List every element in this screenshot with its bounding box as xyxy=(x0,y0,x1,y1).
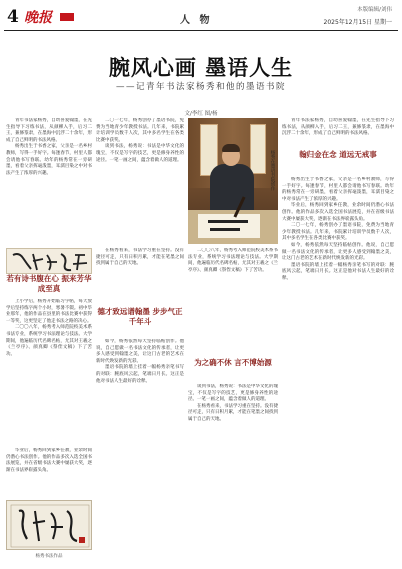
paragraph: 在杨秀看来，书法学习重在坚持。没有捷径可走，只有日积月累，才能在笔墨之间找到属于自己的天地。 xyxy=(96,248,184,267)
section-subtitle: 若有诗书腹在心 振来芳华成至真 xyxy=(6,274,92,293)
paragraph: 如今，杨秀依然每天坚持临帖创作。他说，自己愿做一名书法文化的传承者，让更多人感受到翰墨之美，让这门古老的艺术在新时代焕发新的光彩。 xyxy=(282,242,394,262)
paragraph: 在杨秀看来，书法学习重在坚持。没有捷径可走，只有日积月累，才能在笔墨之间找到属于自己的天地。 xyxy=(188,403,278,422)
paragraph: 如今，杨秀依然每天坚持临帖创作。他说，自己愿做一名书法文化的传承者，让更多人感受到翰墨之美，让这门古老的艺术在新时代焕发新的光彩。 xyxy=(96,339,184,364)
paragraph: 毕业后，杨秀回到家乡任教，业余时间仍潜心书法创作。他的作品多次入选全国书法展览，并在省级书法大赛中屡获大奖，逐渐在书法界崭露头角。 xyxy=(282,203,394,222)
paragraph: 二〇〇八年，杨秀考入师范院校美术系书法专业，系统学习书法理论与技法。大学期间，他遍临历代名碑名帖，尤其对王羲之《兰亭序》、颜真卿《祭侄文稿》下了苦功。 xyxy=(188,248,278,273)
byline: 文/李红 图/杨 xyxy=(184,111,218,117)
section-title: 人 物 xyxy=(180,15,213,26)
article-column-4b xyxy=(282,177,394,557)
svg-text:晚报: 晚报 xyxy=(24,10,52,25)
article-column-2c xyxy=(96,339,184,557)
article-column-2 xyxy=(96,118,184,246)
newspaper-logo xyxy=(22,8,76,25)
calligraphy-image xyxy=(6,248,92,274)
paragraph: 二〇一七年，杨秀创办了墨语书院，免费为当地青少年教授书法。几年来，书院累计培训学员数千人次，其中多名学生在各类比赛中获奖。 xyxy=(96,118,184,143)
article-column-4a xyxy=(282,118,394,148)
paragraph: 上小学后，杨秀开始临习字帖，每天放学后坚持练字两个小时，寒暑不辍。初中毕业那年，他的作品在县里的书法比赛中获得一等奖，这更坚定了他走书法之路的决心。 xyxy=(6,299,92,324)
paragraph: 谈到书法，杨秀说：书法是中华文化的瑰宝，不仅是写字的技艺，更是修身养性的途径。一笔一画之间，蕴含着做人的道理。 xyxy=(188,384,278,403)
article-column-1b xyxy=(6,299,92,443)
section-subtitle: 翰归金在念 道远无戒事 xyxy=(299,150,377,159)
article-column-1 xyxy=(6,118,92,246)
article-column-3a xyxy=(188,248,278,356)
paragraph: 墨语书院的墙上挂着一幅杨秀亲笔书写的对联：腕底风云起，笔端日月长。这正是他对书法人生最好的诠释。 xyxy=(282,262,394,281)
paragraph: 二〇一七年，杨秀创办了墨语书院，免费为当地青少年教授书法。几年来，书院累计培训学员数千人次，其中多名学生在各类比赛中获奖。 xyxy=(282,223,394,242)
paragraph: 杨秀出生于书香之家，父亲是一名乡村教师，写得一手好字。每逢春节，村里人都会请他书写春联。幼年的杨秀常在一旁研墨，看着父亲挥毫泼墨，耳濡目染之中对书法产生了浓厚的兴趣。 xyxy=(6,144,92,176)
issue-date: 2025年12月15日 星期一 xyxy=(323,19,392,26)
paragraph: 毕业后，杨秀回到家乡任教，业余时间仍潜心书法创作。他的作品多次入选全国书法展览，并在省级书法大赛中屡获大奖，逐渐在书法界崭露头角。 xyxy=(6,448,92,473)
paragraph: 青年书法家杨秀，自幼喜爱翰墨，在先生指导下习练书法，从颜柳入手，后习二王，兼修篆隶，在墨海中沉浮二十余年，形成了自己鲜明的书法风格。 xyxy=(6,118,92,143)
masthead xyxy=(4,3,398,31)
photo-caption: 杨秀在墨语书院创作 xyxy=(270,150,275,191)
paragraph: 二〇〇八年，杨秀考入师范院校美术系书法专业，系统学习书法理论与技法。大学期间，他遍临历代名碑名帖，尤其对王羲之《兰亭序》、颜真卿《祭侄文稿》下了苦功。 xyxy=(6,325,92,357)
calligraphy-work-image xyxy=(6,500,92,550)
headline: 腕风心画 墨语人生 xyxy=(108,55,294,80)
edition-editor: 本版编辑/刘伟 xyxy=(357,7,392,13)
paragraph: 青年书法家杨秀，自幼喜爱翰墨，在先生指导下习练书法，从颜柳入手，后习二王，兼修篆隶，在墨海中沉浮二十余年，形成了自己鲜明的书法风格。 xyxy=(282,118,394,137)
paragraph: 墨语书院的墙上挂着一幅杨秀亲笔书写的对联：腕底风云起，笔端日月长。这正是他对书法人生最好的诠释。 xyxy=(96,365,184,384)
article-column-2b xyxy=(96,248,184,304)
article-column-3b xyxy=(188,384,278,556)
paragraph: 杨秀出生于书香之家，父亲是一名乡村教师，写得一手好字。每逢春节，村里人都会请他书写春联。幼年的杨秀常在一旁研墨，看着父亲挥毫泼墨，耳濡目染之中对书法产生了浓厚的兴趣。 xyxy=(282,177,394,202)
portrait-photo xyxy=(188,118,278,244)
paragraph: 谈到书法，杨秀说：书法是中华文化的瑰宝，不仅是写字的技艺，更是修身养性的途径。一笔一画之间，蕴含着做人的道理。 xyxy=(96,144,184,163)
section-subtitle: 为之确不休 言不博始源 xyxy=(194,358,272,367)
subheadline: ——记青年书法家杨秀和他的墨语书院 xyxy=(115,82,286,92)
section-subtitle: 德才致远谱翰墨 步步气正千年斗 xyxy=(97,307,183,326)
work-caption: 杨秀书法作品 xyxy=(35,554,63,559)
page-number: 4 xyxy=(7,7,19,27)
